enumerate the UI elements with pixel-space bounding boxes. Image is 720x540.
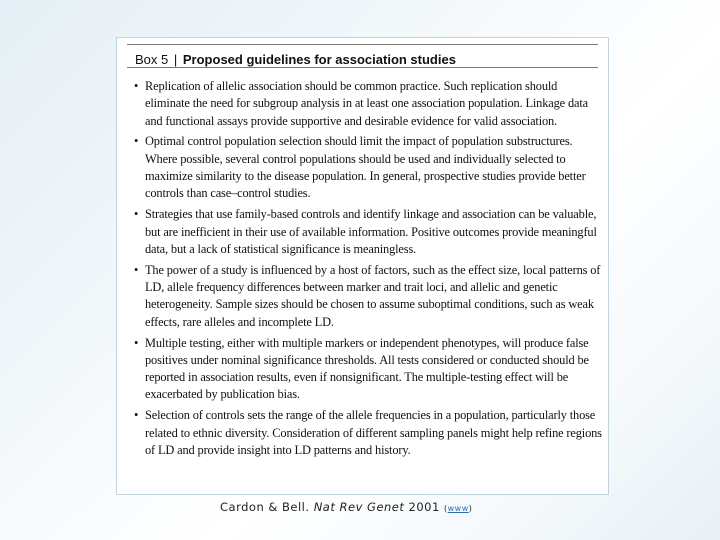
- guideline-text: Replication of allelic association should be common practice. Such replication should eliminate the need for subgroup analysis in at least one association population. Linkage data and functional assays provide supportive and desirable evidence for valid association.: [145, 79, 588, 128]
- guideline-item: [131, 133, 603, 202]
- guideline-text: Optimal control population selection should limit the impact of population substructures. Where possible, several control populations should be used and individually selected to maximize similarity to the disease population. In general, prospective studies provide better controls than case–control studies.: [145, 134, 586, 201]
- close-paren: ): [468, 504, 473, 513]
- title-separator: |: [173, 52, 178, 67]
- bullet-icon: •: [134, 335, 139, 350]
- guideline-text: The power of a study is influenced by a host of factors, such as the effect size, local patterns of LD, allele frequency differences between marker and trait loci, and allelic and genetic heterogeneity. Sample sizes should be chosen to assume suboptimal conditions, such as weak effects, rare alleles and incomplete LD.: [145, 262, 601, 329]
- guideline-text: Selection of controls sets the range of the allele frequencies in a population, particularly those related to ethnic diversity. Consideration of different sampling panels might help refine regions of LD and provide insight into LD patterns and history.: [145, 408, 602, 457]
- bullet-icon: •: [134, 207, 139, 222]
- citation-journal: Nat Rev Genet: [313, 500, 405, 514]
- guideline-item: [131, 335, 603, 404]
- citation-caption: [220, 500, 472, 514]
- top-rule: [127, 44, 598, 45]
- box-title: [135, 52, 456, 67]
- box-label: Box 5: [135, 52, 169, 67]
- citation-authors: Cardon & Bell.: [220, 500, 310, 514]
- box-heading: Proposed guidelines for association studies: [182, 52, 456, 67]
- title-rule: [127, 67, 598, 68]
- bullet-icon: •: [134, 134, 139, 149]
- www-link[interactable]: www: [447, 504, 469, 513]
- guideline-item: [131, 78, 603, 130]
- guideline-item: [131, 262, 603, 331]
- open-paren: (: [443, 504, 448, 513]
- guideline-list: [131, 78, 603, 463]
- bullet-icon: •: [134, 79, 139, 93]
- guideline-text: Strategies that use family-based controls and identify linkage and association can be valuable, but are inefficient in their use of available information. Positive outcomes provide meaningful data, but a lack of statistical significance is meaningless.: [145, 207, 597, 256]
- citation-link-wrapper: [444, 504, 472, 513]
- guideline-text: Multiple testing, either with multiple markers or independent phenotypes, will produce false positives under nominal significance thresholds. All tests considered or conducted should be reported in association results, even if nonsignificant. The multiple-testing effect will be exacerbated by publication bias.: [145, 335, 589, 402]
- guideline-item: [131, 407, 603, 459]
- bullet-icon: •: [134, 262, 139, 277]
- guideline-item: [131, 206, 603, 258]
- guidelines-box: [116, 37, 609, 495]
- citation-year: 2001: [408, 500, 440, 514]
- bullet-icon: •: [134, 408, 139, 423]
